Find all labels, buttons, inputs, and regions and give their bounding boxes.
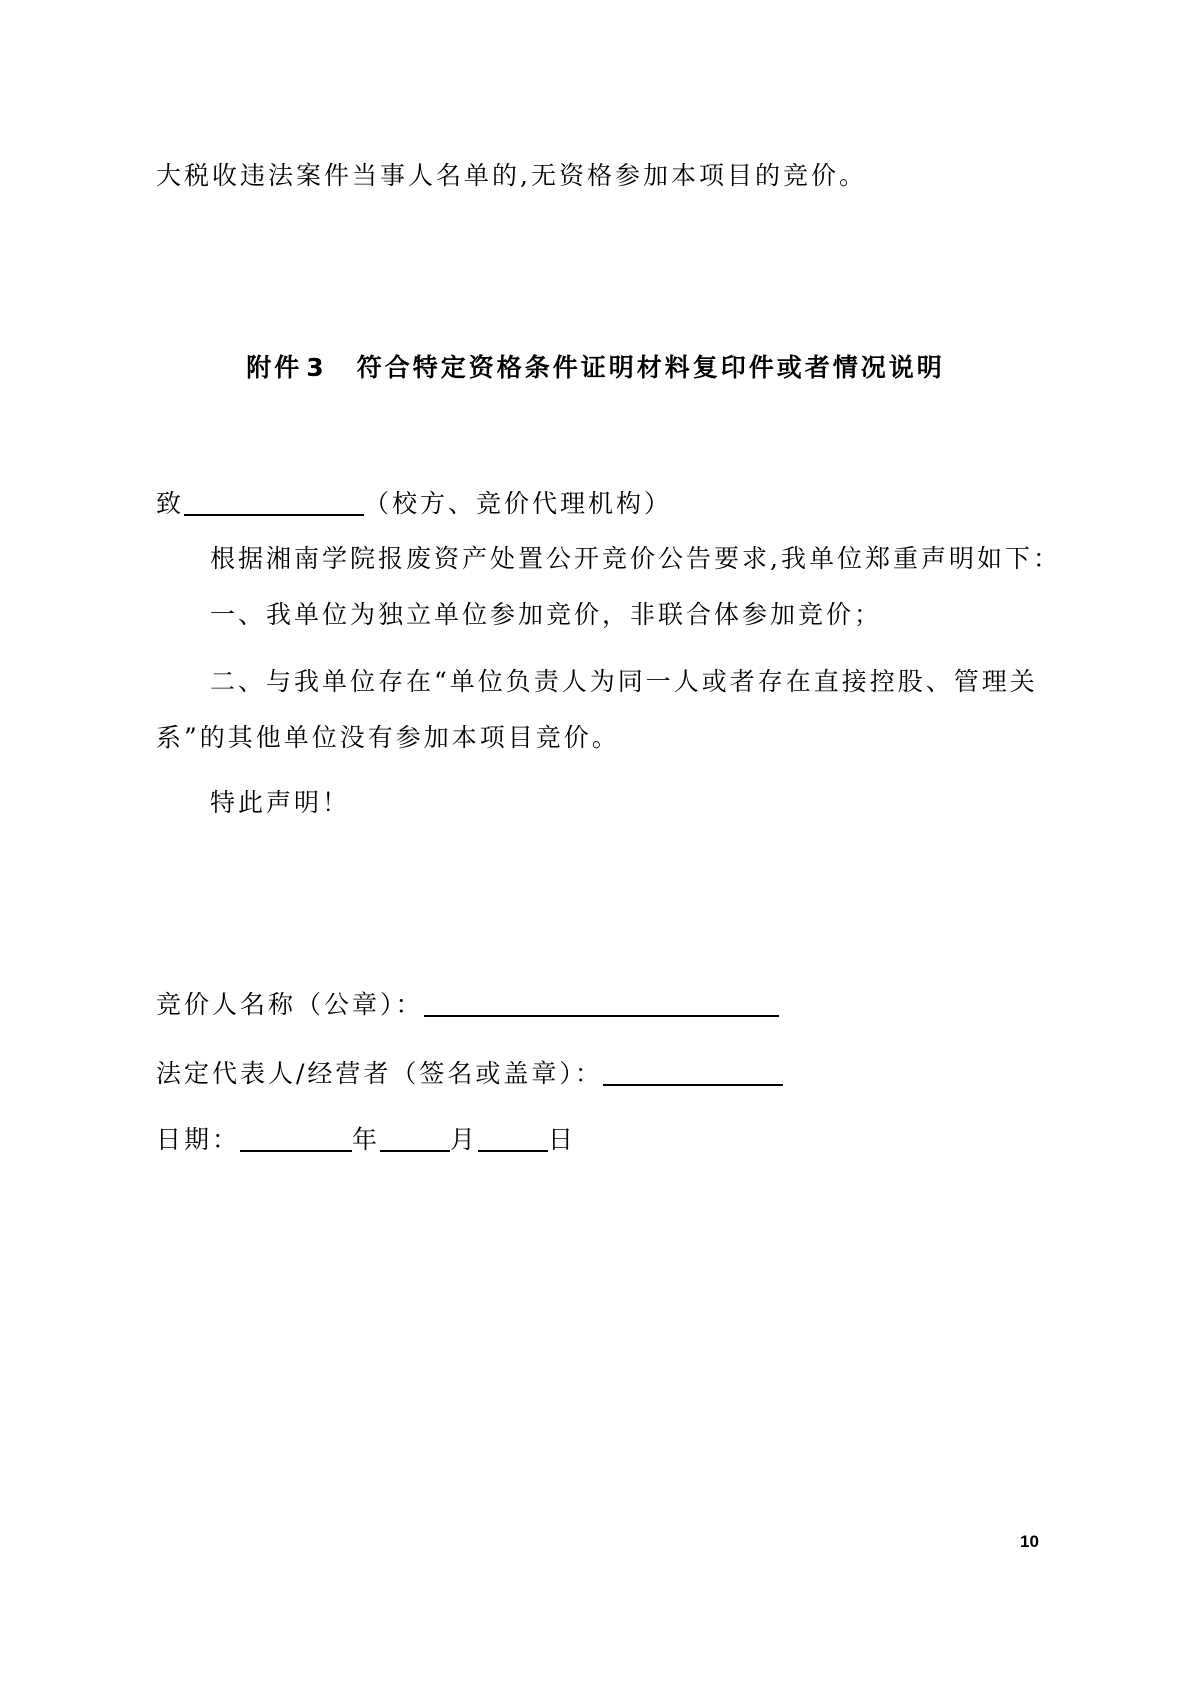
addressee-prefix: 致 <box>156 489 185 518</box>
date-month-label: 月 <box>450 1125 479 1154</box>
representative-line <box>156 1060 783 1086</box>
closing-statement: 特此声明！ <box>210 788 351 817</box>
bidder-name-blank[interactable] <box>424 991 779 1017</box>
date-year-blank[interactable] <box>240 1126 352 1152</box>
addressee-blank[interactable] <box>184 490 364 516</box>
attachment-heading <box>0 355 1191 380</box>
date-year-label: 年 <box>352 1125 381 1154</box>
page-number: 10 <box>1020 1532 1039 1551</box>
statement-item-2-line-1: 二、与我单位存在“单位负责人为同一人或者存在直接控股、管理关 <box>210 667 1038 696</box>
addressee-suffix: （校方、竞价代理机构） <box>364 489 673 518</box>
attachment-number: 3 <box>306 353 327 382</box>
statement-item-1: 一、我单位为独立单位参加竞价，非联合体参加竞价； <box>210 600 883 629</box>
date-line <box>156 1126 576 1152</box>
bidder-name-label: 竞价人名称（公章）： <box>156 990 424 1019</box>
continuation-text: 大税收违法案件当事人名单的,无资格参加本项目的竞价。 <box>156 161 867 190</box>
date-day-blank[interactable] <box>478 1126 548 1152</box>
date-month-blank[interactable] <box>380 1126 450 1152</box>
addressee-line <box>156 490 672 516</box>
attachment-label: 附件 <box>246 353 303 382</box>
statement-item-2-line-2: 系”的其他单位没有参加本项目竞价。 <box>156 723 620 752</box>
representative-label: 法定代表人/经营者（签名或盖章）： <box>156 1059 603 1088</box>
date-label: 日期： <box>156 1125 241 1154</box>
attachment-title: 符合特定资格条件证明材料复印件或者情况说明 <box>356 353 945 382</box>
intro-paragraph: 根据湘南学院报废资产处置公开竞价公告要求,我单位郑重声明如下： <box>210 544 1061 573</box>
bidder-name-line <box>156 991 779 1017</box>
representative-blank[interactable] <box>603 1060 783 1086</box>
date-day-label: 日 <box>548 1125 577 1154</box>
